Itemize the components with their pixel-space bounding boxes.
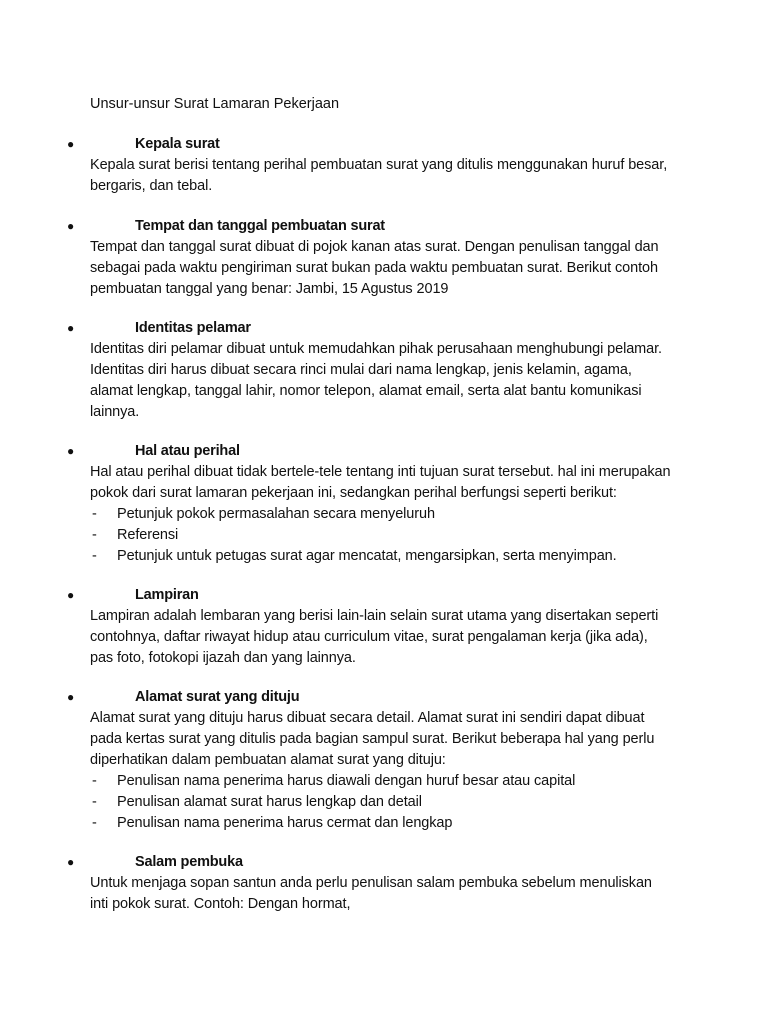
list-item-text: Penulisan nama penerima harus cermat dan lengkap [117, 815, 453, 831]
section-heading: Lampiran [135, 587, 199, 603]
body-line: pokok dari surat lamaran pekerjaan ini, sedangkan perihal berfungsi seperti berikut: [90, 485, 617, 501]
body-line: sebagai pada waktu pengiriman surat bukan pada waktu pembuatan surat. Berikut contoh [90, 260, 658, 276]
section-heading: Salam pembuka [135, 854, 243, 870]
list-item [0, 792, 768, 813]
body-line: Alamat surat yang dituju harus dibuat secara detail. Alamat surat ini sendiri dapat dibuat [90, 710, 645, 726]
list-item [0, 813, 768, 834]
body-line: pas foto, fotokopi ijazah dan yang lainnya. [90, 650, 356, 666]
bullet-icon: ● [67, 219, 75, 233]
section-body [90, 155, 690, 197]
list-item-text: Penulisan nama penerima harus diawali dengan huruf besar atau capital [117, 773, 576, 789]
list-item [0, 525, 768, 546]
list-item [0, 504, 768, 525]
list-item-text: Petunjuk pokok permasalahan secara menyeluruh [117, 506, 435, 522]
document-title: Unsur-unsur Surat Lamaran Pekerjaan [90, 96, 340, 112]
list-item [0, 546, 768, 567]
body-line: diperhatikan dalam pembuatan alamat surat yang dituju: [90, 752, 446, 768]
dash-marker: - [92, 506, 97, 522]
body-line: pembuatan tanggal yang benar: Jambi, 15 Agustus 2019 [90, 281, 449, 297]
bullet-icon: ● [67, 690, 75, 704]
list-item-text: Petunjuk untuk petugas surat agar mencatat, mengarsipkan, serta menyimpan. [117, 548, 617, 564]
section-heading: Kepala surat [135, 136, 220, 152]
bullet-icon: ● [67, 321, 75, 335]
section-body [90, 708, 690, 771]
bullet-icon: ● [67, 444, 75, 458]
section-body [90, 462, 690, 504]
section-heading: Alamat surat yang dituju [135, 689, 300, 705]
section-tempat-tanggal [0, 216, 768, 300]
bullet-icon: ● [67, 588, 75, 602]
list-item-text: Referensi [117, 527, 179, 543]
section-lampiran [0, 585, 768, 669]
section-heading: Hal atau perihal [135, 443, 240, 459]
dash-marker: - [92, 815, 97, 831]
body-line: contohnya, daftar riwayat hidup atau curriculum vitae, surat pengalaman kerja (jika ada), [90, 629, 648, 645]
body-line: Identitas diri pelamar dibuat untuk memudahkan pihak perusahaan menghubungi pelamar. [90, 341, 662, 357]
bullet-icon: ● [67, 137, 75, 151]
dash-marker: - [92, 794, 97, 810]
list-item-text: Penulisan alamat surat harus lengkap dan detail [117, 794, 422, 810]
dash-marker: - [92, 527, 97, 543]
body-line: alamat lengkap, tanggal lahir, nomor telepon, alamat email, serta alat bantu komunikasi [90, 383, 642, 399]
section-body [90, 873, 690, 915]
section-body [90, 237, 690, 300]
body-line: Tempat dan tanggal surat dibuat di pojok kanan atas surat. Dengan penulisan tanggal dan [90, 239, 659, 255]
section-heading: Identitas pelamar [135, 320, 251, 336]
body-line: bergaris, dan tebal. [90, 178, 213, 194]
section-salam-pembuka [0, 852, 768, 915]
section-body [90, 339, 690, 423]
section-hal-perihal [0, 441, 768, 567]
list-item [0, 771, 768, 792]
dash-marker: - [92, 773, 97, 789]
section-alamat-surat [0, 687, 768, 834]
section-identitas-pelamar [0, 318, 768, 423]
body-line: Hal atau perihal dibuat tidak bertele-tele tentang inti tujuan surat tersebut. hal ini merupakan [90, 464, 671, 480]
body-line: lainnya. [90, 404, 140, 420]
body-line: Lampiran adalah lembaran yang berisi lain-lain selain surat utama yang disertakan seperti [90, 608, 659, 624]
body-line: Untuk menjaga sopan santun anda perlu penulisan salam pembuka sebelum menuliskan [90, 875, 652, 891]
dash-marker: - [92, 548, 97, 564]
body-line: Identitas diri harus dibuat secara rinci mulai dari nama lengkap, jenis kelamin, agama, [90, 362, 632, 378]
body-line: Kepala surat berisi tentang perihal pembuatan surat yang ditulis menggunakan huruf besar, [90, 157, 668, 173]
section-kepala-surat [0, 134, 768, 197]
body-line: pada kertas surat yang ditulis pada bagian sampul surat. Berikut beberapa hal yang perlu [90, 731, 655, 747]
bullet-icon: ● [67, 855, 75, 869]
section-body [90, 606, 690, 669]
section-heading: Tempat dan tanggal pembuatan surat [135, 218, 385, 234]
body-line: inti pokok surat. Contoh: Dengan hormat, [90, 896, 351, 912]
